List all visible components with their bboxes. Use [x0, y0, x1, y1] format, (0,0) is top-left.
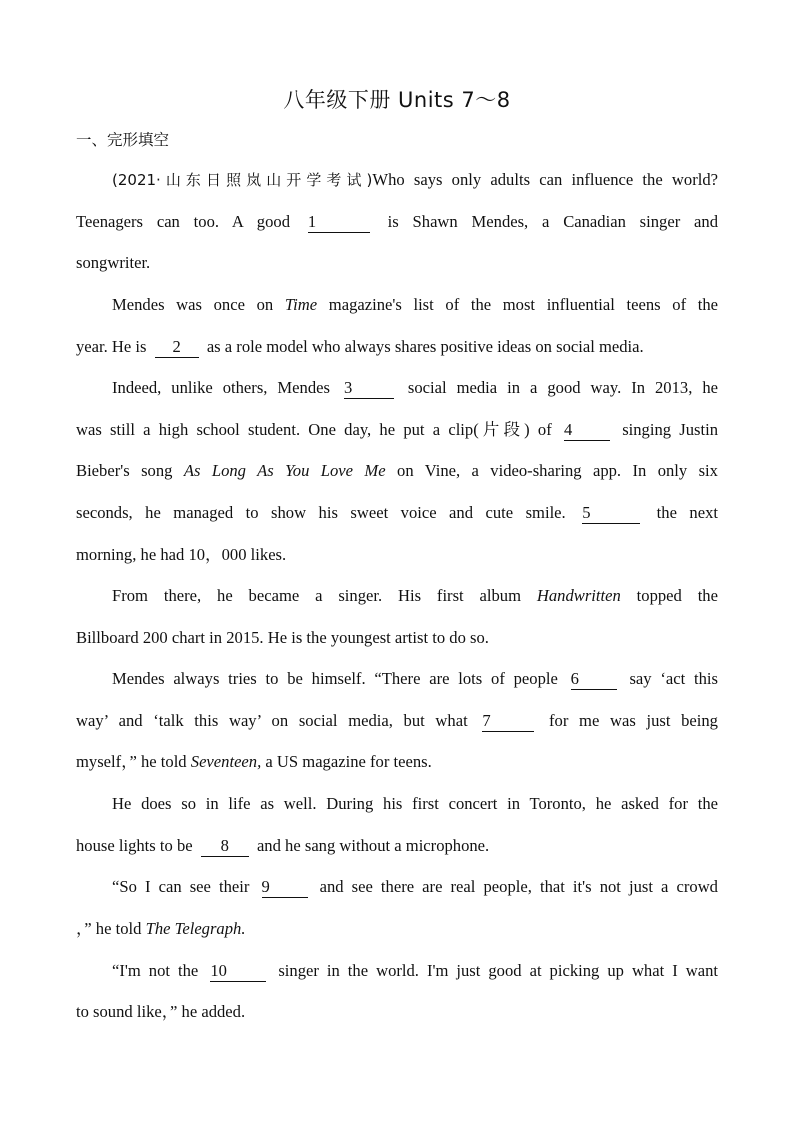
text-line: songwriter.	[76, 253, 151, 272]
blank-3[interactable]: 3	[344, 378, 394, 399]
source-note: (2021·山东日照岚山开学考试)	[112, 171, 373, 189]
text-line: Teenagers can too. A good 1 is Shawn Mendes, a Canadian singer and	[76, 212, 719, 231]
blank-7[interactable]: 7	[482, 711, 534, 732]
text-line: was still a high school student. One day, he put a clip(片段) of 4 singing Justin	[76, 420, 719, 439]
magazine-title: Time	[284, 295, 318, 314]
text-line: Mendes always tries to be himself. “There are lots of people 6 say ‘act this	[112, 669, 719, 688]
blank-4[interactable]: 4	[564, 420, 610, 441]
text-line: “So I can see their 9 and see there are real people, that it's not just a crowd	[112, 877, 718, 896]
text-line: ，” he told The Telegraph.	[76, 919, 246, 938]
magazine-title: Seventeen,	[190, 752, 262, 771]
text-line: Indeed, unlike others, Mendes 3 social media in a good way. In 2013, he	[112, 378, 718, 397]
blank-5[interactable]: 5	[582, 503, 640, 524]
text-line: morning, he had 10，000 likes.	[76, 545, 287, 564]
blank-6[interactable]: 6	[571, 669, 617, 690]
section-heading: 一、完形填空	[76, 131, 170, 149]
page-title: 八年级下册 Units 7～8	[283, 88, 511, 112]
text-line: Mendes was once on Time magazine's list of the most influential teens of the	[112, 295, 719, 314]
text-line: Bieber's song As Long As You Love Me on Vine, a video-sharing app. In only six	[76, 461, 718, 480]
text-line: myself，” he told Seventeen, a US magazine for teens.	[76, 752, 432, 771]
blank-2[interactable]: 2	[155, 337, 199, 358]
blank-10[interactable]: 10	[210, 961, 266, 982]
album-title: Handwritten	[536, 586, 621, 605]
text-line: From there, he became a singer. His first album Handwritten topped the	[112, 586, 718, 605]
newspaper-title: The Telegraph.	[145, 919, 246, 938]
text-line: He does so in life as well. During his first concert in Toronto, he asked for the	[112, 794, 718, 813]
text-line: way’ and ‘talk this way’ on social media, but what 7 for me was just being	[76, 711, 718, 730]
blank-9[interactable]: 9	[262, 877, 308, 898]
text-line: year. He is 2 as a role model who always shares positive ideas on social media.	[76, 337, 644, 356]
blank-8[interactable]: 8	[201, 836, 249, 857]
text-line: Billboard 200 chart in 2015. He is the youngest artist to do so.	[76, 628, 489, 647]
text-line: seconds, he managed to show his sweet voice and cute smile. 5 the next	[76, 503, 718, 522]
text-line: to sound like，” he added.	[76, 1002, 246, 1021]
text-line: “I'm not the 10 singer in the world. I'm just good at picking up what I want	[112, 961, 719, 980]
blank-1[interactable]: 1	[308, 212, 370, 233]
song-title: As Long As You Love Me	[183, 461, 386, 480]
text-line: (2021·山东日照岚山开学考试)Who says only adults can influence the world?	[112, 170, 719, 189]
text-line: house lights to be 8 and he sang without a microphone.	[76, 836, 490, 855]
